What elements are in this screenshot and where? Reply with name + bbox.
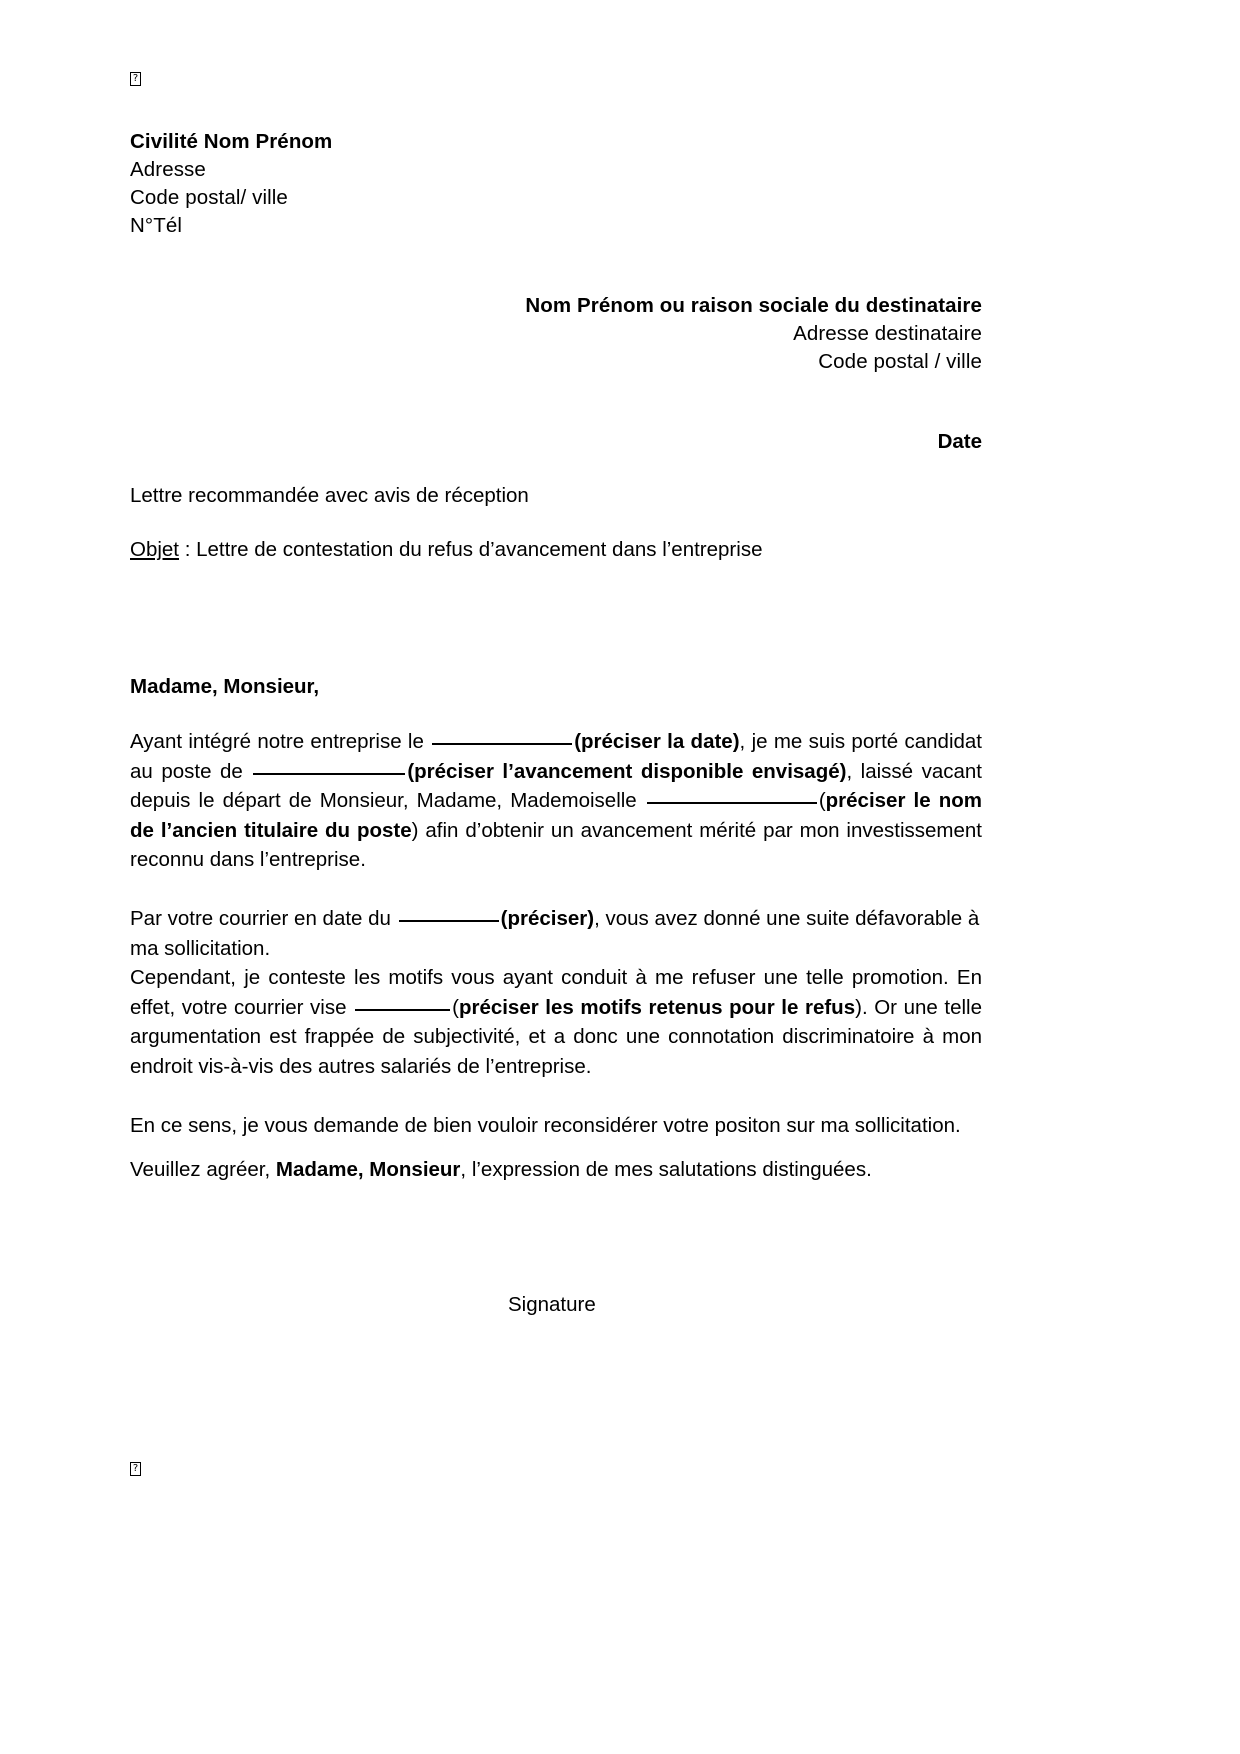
recipient-address-block	[525, 292, 982, 376]
salutation: Madame, Monsieur,	[130, 675, 320, 698]
p1-hint-3: préciser le nom de l’ancien titulaire du poste	[130, 789, 982, 842]
p1-hint-2: (préciser l’avancement disponible envisagé)	[407, 759, 847, 783]
p1-segment-2: , je me suis porté candidat au poste de	[130, 730, 982, 783]
p1-hint-3-open: (	[818, 789, 826, 812]
p2-hint-1: (préciser)	[500, 907, 595, 930]
subject-label: Objet	[130, 538, 179, 561]
closing-segment-2: , l’expression de mes salutations distinguées.	[460, 1158, 872, 1181]
p2-hint-2-close: )	[855, 995, 862, 1019]
p2-segment-3: Cependant, je conteste les motifs vous ayant conduit à me refuser une telle promotion. En effet, votre courrier vise	[130, 966, 982, 1019]
paragraph-spacer-2	[130, 1081, 982, 1111]
fill-blank-letter-date[interactable]	[399, 907, 499, 922]
body-paragraph-2-line-a	[130, 904, 982, 963]
fill-blank-date[interactable]	[432, 730, 572, 745]
p1-hint-1: (préciser la date)	[574, 730, 740, 753]
registered-mail-notice: Lettre recommandée avec avis de réception	[130, 484, 529, 507]
fill-blank-refusal-reasons[interactable]	[355, 996, 450, 1011]
p2-hint-2-open: (	[452, 995, 459, 1019]
signature-label: Signature	[508, 1293, 596, 1316]
closing-segment-1: Veuillez agréer,	[130, 1158, 276, 1181]
subject-line	[130, 538, 762, 562]
p2-segment-4: . Or une telle argumentation est frappée de subjectivité, et a donc une connotation discriminatoire à mon endroit vis-à-vis des autres salariés de l’entreprise.	[130, 995, 982, 1078]
recipient-address: Adresse destinataire	[793, 322, 982, 345]
sender-postal-city: Code postal/ ville	[130, 186, 288, 209]
p1-segment-4: afin d’obtenir un avancement mérité par mon investissement reconnu dans l’entreprise.	[130, 818, 982, 871]
body-paragraph-3: En ce sens, je vous demande de bien vouloir reconsidérer votre positon sur ma sollicitation.	[130, 1113, 961, 1137]
letter-body	[130, 727, 982, 1140]
header-missing-glyph-icon	[130, 70, 141, 88]
p1-segment-1: Ayant intégré notre entreprise le	[130, 730, 431, 753]
body-paragraph-2-line-b	[130, 963, 982, 1081]
sender-address-block	[130, 128, 332, 240]
p2-segment-2: , vous avez donné une suite défavorable à ma sollicitation.	[130, 907, 980, 960]
closing-formula	[130, 1155, 982, 1185]
closing-bold-part: Madame, Monsieur	[275, 1158, 461, 1181]
missing-glyph-box: ?	[130, 72, 141, 86]
sender-name: Civilité Nom Prénom	[130, 130, 333, 153]
sender-address: Adresse	[130, 158, 206, 181]
date-field: Date	[937, 430, 982, 453]
recipient-name: Nom Prénom ou raison sociale du destinataire	[525, 294, 982, 317]
footer-missing-glyph-icon	[130, 1460, 141, 1478]
p1-hint-3-close: )	[411, 818, 419, 842]
missing-glyph-box: ?	[130, 1462, 141, 1476]
body-paragraph-1	[130, 727, 982, 875]
p1-segment-3: , laissé vacant depuis le départ de Monsieur, Madame, Mademoiselle	[130, 759, 982, 812]
sender-phone: N°Tél	[130, 214, 182, 237]
recipient-postal-city: Code postal / ville	[818, 350, 982, 373]
p2-hint-2: préciser les motifs retenus pour le refus	[458, 995, 856, 1019]
p2-segment-1: Par votre courrier en date du	[130, 907, 397, 930]
subject-text: Lettre de contestation du refus d’avancement dans l’entreprise	[196, 538, 763, 561]
fill-blank-previous-holder[interactable]	[647, 789, 817, 804]
paragraph-spacer	[130, 875, 982, 905]
subject-separator: :	[179, 538, 197, 561]
fill-blank-position[interactable]	[253, 760, 405, 775]
